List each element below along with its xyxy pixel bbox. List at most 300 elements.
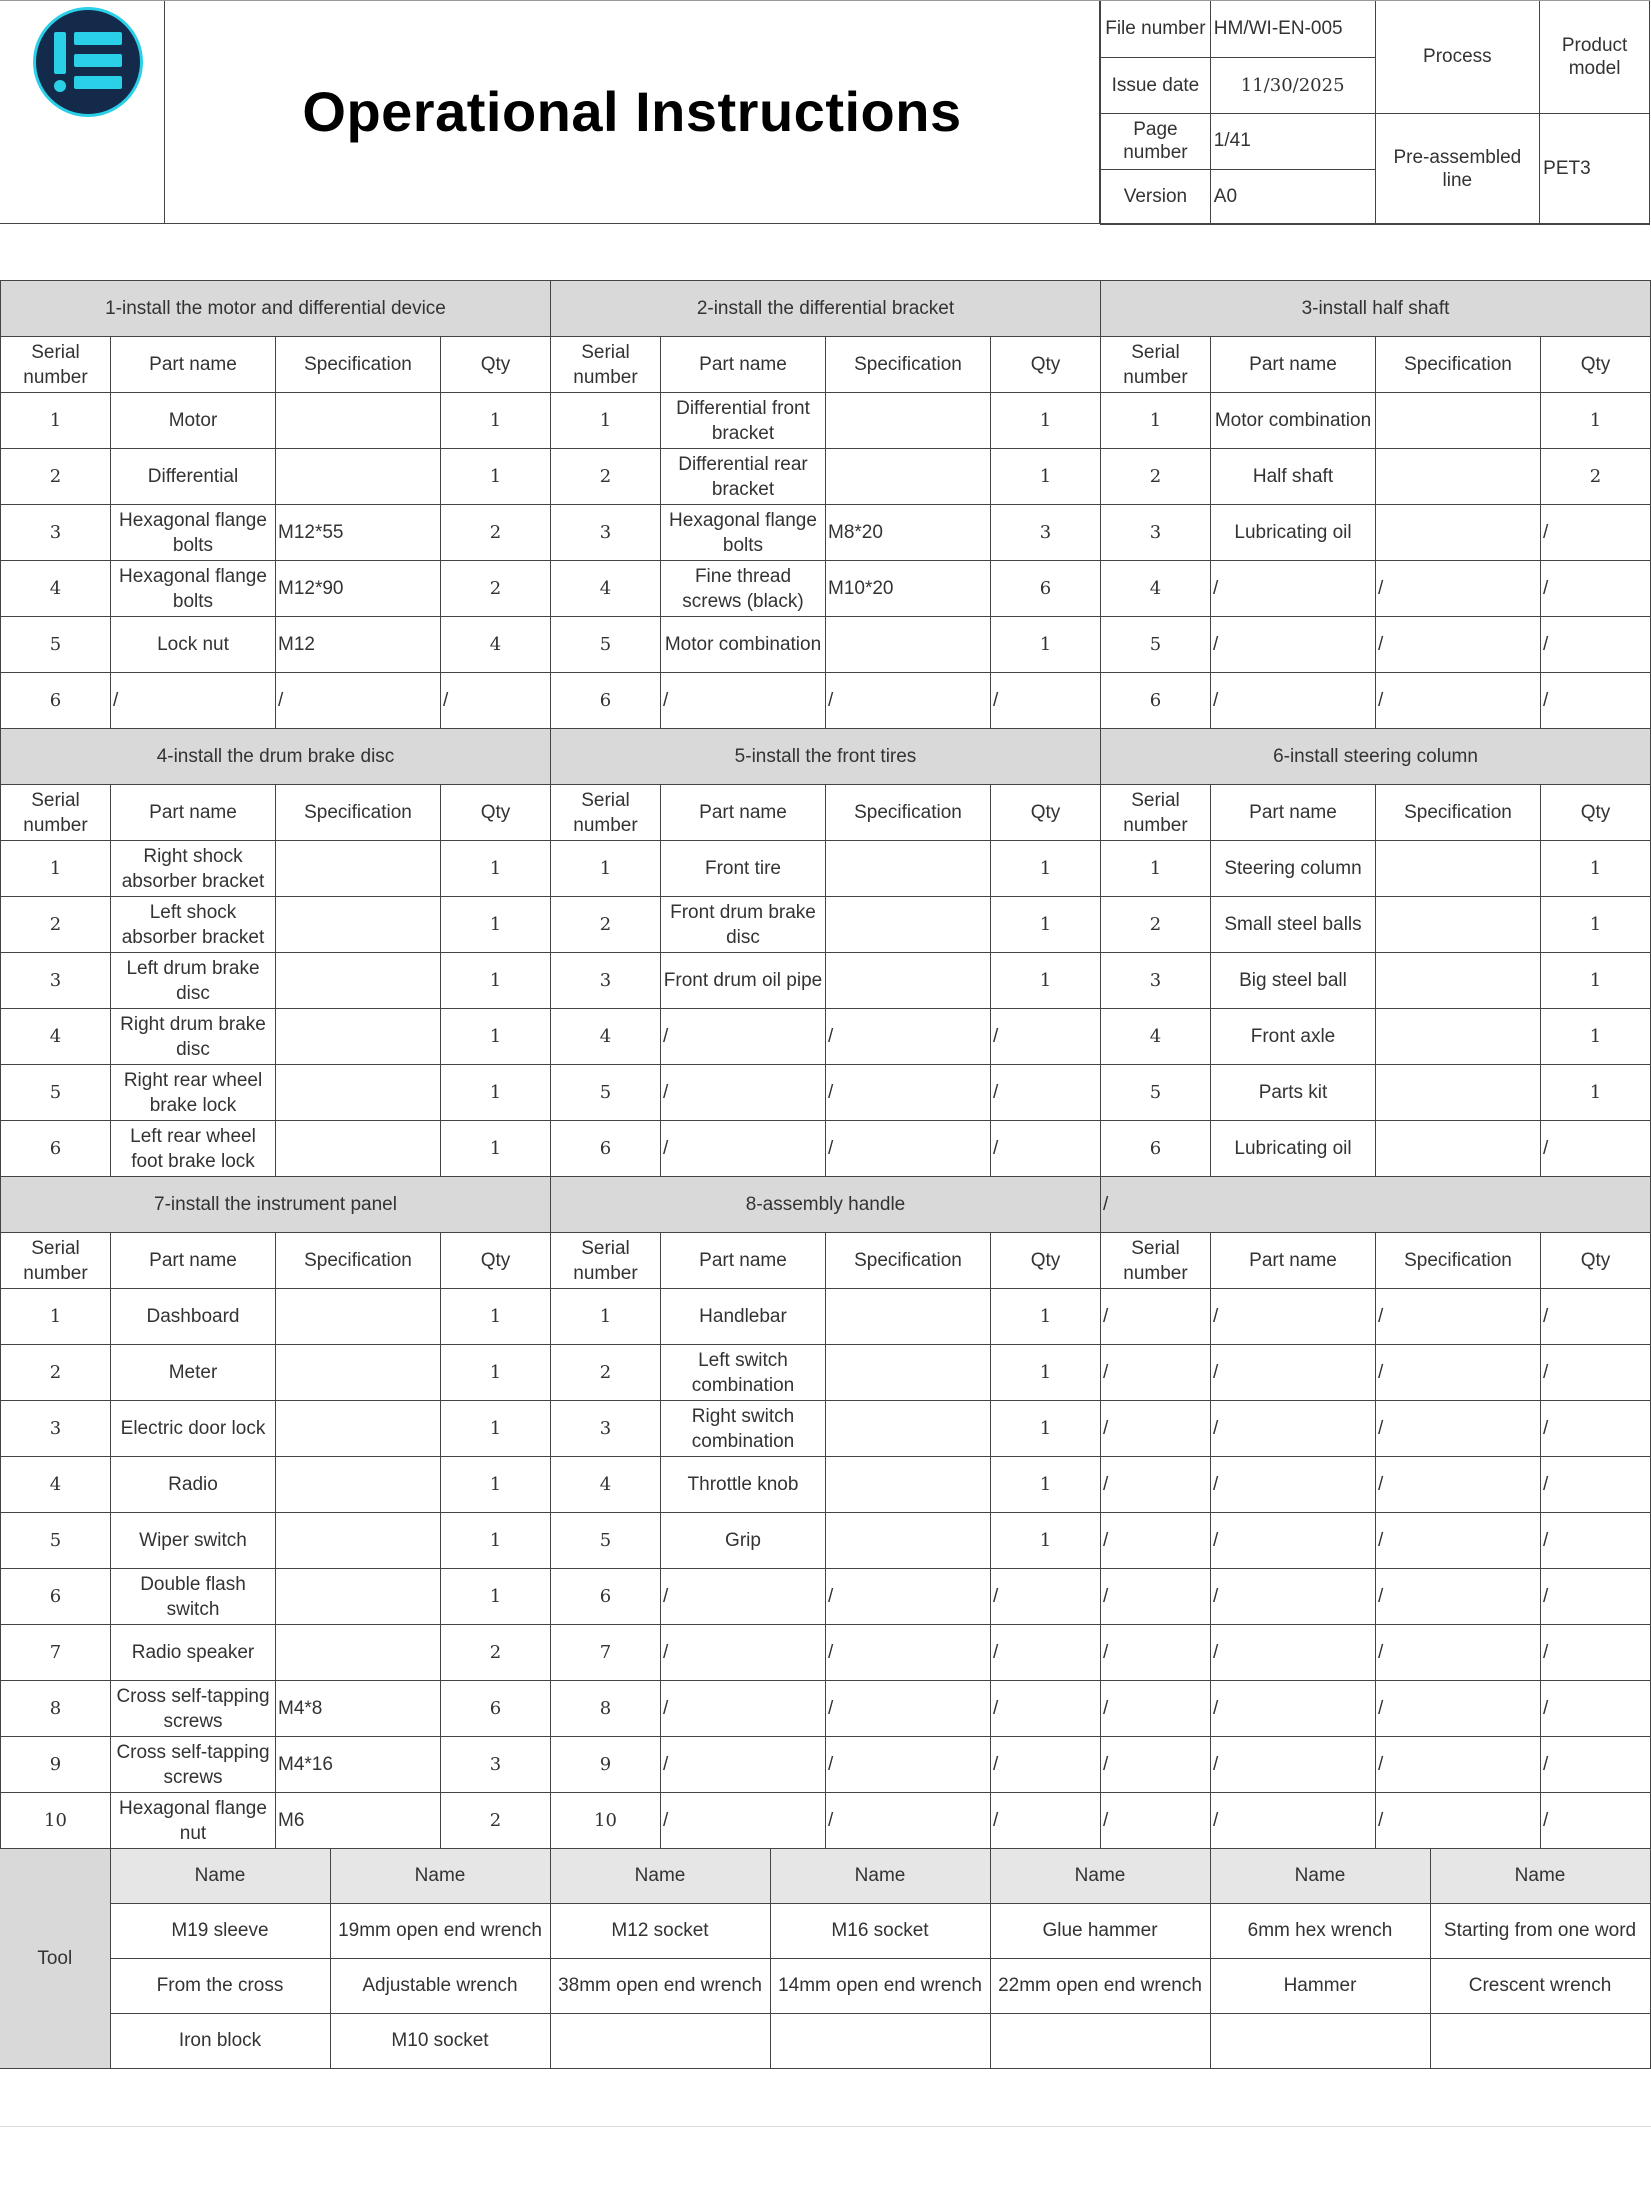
- specification-cell: [826, 617, 991, 673]
- specification-cell: [276, 393, 441, 449]
- serial-number-cell: /: [1101, 1401, 1211, 1457]
- serial-number-cell: 3: [1101, 505, 1211, 561]
- specification-cell: [276, 1513, 441, 1569]
- specification-cell: /: [1376, 673, 1541, 729]
- qty-cell: 1: [1541, 953, 1651, 1009]
- tool-cell: Glue hammer: [990, 1904, 1210, 1959]
- part-name-cell: Electric door lock: [111, 1401, 276, 1457]
- column-header-row: [1, 337, 1651, 393]
- qty-cell: /: [1541, 1121, 1651, 1177]
- qty-cell: 2: [441, 505, 551, 561]
- serial-number-cell: 6: [551, 673, 661, 729]
- qty-cell: 1: [991, 1289, 1101, 1345]
- qty-cell: 1: [1541, 1009, 1651, 1065]
- qty-cell: 2: [441, 561, 551, 617]
- table-row: [1, 1513, 1651, 1569]
- product-model-label: Product model: [1540, 1, 1650, 113]
- qty-header: Qty: [441, 785, 551, 841]
- table-row: [1, 561, 1651, 617]
- serial-number-cell: 1: [1, 393, 111, 449]
- page-number-label: Page number: [1101, 113, 1211, 169]
- specification-cell: [276, 1345, 441, 1401]
- section-title: 3-install half shaft: [1101, 281, 1651, 337]
- specification-cell: [826, 897, 991, 953]
- qty-cell: /: [991, 1737, 1101, 1793]
- file-number-value: HM/WI-EN-005: [1210, 1, 1375, 57]
- serial-number-cell: 4: [551, 561, 661, 617]
- specification-cell: /: [1376, 1625, 1541, 1681]
- serial-number-header: Serial number: [551, 1233, 661, 1289]
- part-name-cell: /: [1211, 1457, 1376, 1513]
- specification-cell: M12*90: [276, 561, 441, 617]
- specification-header: Specification: [826, 785, 991, 841]
- specification-cell: [1376, 505, 1541, 561]
- specification-cell: [826, 393, 991, 449]
- specification-cell: /: [826, 1793, 991, 1849]
- serial-number-cell: 2: [551, 449, 661, 505]
- qty-cell: /: [991, 1009, 1101, 1065]
- specification-header: Specification: [1376, 1233, 1541, 1289]
- qty-cell: /: [1541, 673, 1651, 729]
- serial-number-header: Serial number: [1, 1233, 111, 1289]
- specification-cell: [826, 953, 991, 1009]
- specification-cell: [276, 1401, 441, 1457]
- qty-cell: /: [991, 1569, 1101, 1625]
- part-name-header: Part name: [111, 337, 276, 393]
- serial-number-cell: 5: [1101, 1065, 1211, 1121]
- part-name-cell: Radio: [111, 1457, 276, 1513]
- specification-cell: [276, 1625, 441, 1681]
- table-row: [1, 505, 1651, 561]
- qty-cell: 1: [441, 1121, 551, 1177]
- specification-cell: M12*55: [276, 505, 441, 561]
- part-name-cell: /: [1211, 1569, 1376, 1625]
- table-row: [1, 393, 1651, 449]
- part-name-header: Part name: [661, 337, 826, 393]
- table-row: [1, 1457, 1651, 1513]
- part-name-cell: /: [661, 1009, 826, 1065]
- specification-cell: [276, 841, 441, 897]
- part-name-cell: /: [1211, 1289, 1376, 1345]
- specification-cell: [276, 1065, 441, 1121]
- qty-cell: /: [1541, 1345, 1651, 1401]
- tool-cell: Starting from one word: [1430, 1904, 1650, 1959]
- part-name-cell: Half shaft: [1211, 449, 1376, 505]
- file-number-label: File number: [1101, 1, 1211, 57]
- qty-cell: 1: [991, 1513, 1101, 1569]
- tools-row: [0, 2014, 1650, 2069]
- serial-number-cell: 2: [1, 1345, 111, 1401]
- part-name-cell: Motor: [111, 393, 276, 449]
- section-title-row: [1, 1177, 1651, 1233]
- part-name-cell: /: [1211, 1793, 1376, 1849]
- qty-cell: /: [1541, 1681, 1651, 1737]
- serial-number-header: Serial number: [1101, 1233, 1211, 1289]
- tool-cell: [550, 2014, 770, 2069]
- serial-number-cell: /: [1101, 1569, 1211, 1625]
- serial-number-cell: 1: [1101, 841, 1211, 897]
- part-name-cell: /: [1211, 561, 1376, 617]
- specification-cell: [1376, 449, 1541, 505]
- part-name-cell: Wiper switch: [111, 1513, 276, 1569]
- qty-cell: 2: [441, 1625, 551, 1681]
- section-title: 5-install the front tires: [551, 729, 1101, 785]
- tool-cell: M19 sleeve: [110, 1904, 330, 1959]
- qty-cell: 3: [991, 505, 1101, 561]
- qty-cell: /: [1541, 1569, 1651, 1625]
- qty-cell: 1: [441, 1009, 551, 1065]
- serial-number-cell: /: [1101, 1457, 1211, 1513]
- serial-number-cell: 4: [1, 1457, 111, 1513]
- serial-number-cell: 6: [1, 1569, 111, 1625]
- qty-cell: 1: [1541, 897, 1651, 953]
- serial-number-cell: 1: [551, 841, 661, 897]
- section-title: 2-install the differential bracket: [551, 281, 1101, 337]
- part-name-cell: /: [1211, 1513, 1376, 1569]
- tools-row: [0, 1959, 1650, 2014]
- specification-cell: /: [1376, 1681, 1541, 1737]
- table-row: [1, 449, 1651, 505]
- tools-table: [0, 1848, 1651, 2069]
- part-name-cell: Cross self-tapping screws: [111, 1737, 276, 1793]
- part-name-cell: /: [661, 1121, 826, 1177]
- specification-cell: /: [1376, 1345, 1541, 1401]
- serial-number-cell: 4: [551, 1457, 661, 1513]
- qty-cell: 1: [991, 617, 1101, 673]
- qty-cell: 1: [441, 1289, 551, 1345]
- specification-cell: /: [1376, 1793, 1541, 1849]
- part-name-cell: Front drum oil pipe: [661, 953, 826, 1009]
- qty-header: Qty: [1541, 1233, 1651, 1289]
- serial-number-header: Serial number: [551, 785, 661, 841]
- serial-number-cell: 7: [1, 1625, 111, 1681]
- qty-cell: 1: [441, 1513, 551, 1569]
- specification-header: Specification: [1376, 337, 1541, 393]
- serial-number-cell: 4: [551, 1009, 661, 1065]
- column-header-row: [1, 1233, 1651, 1289]
- part-name-cell: Small steel balls: [1211, 897, 1376, 953]
- serial-number-cell: 5: [551, 1513, 661, 1569]
- specification-cell: [1376, 897, 1541, 953]
- part-name-cell: Hexagonal flange nut: [111, 1793, 276, 1849]
- serial-number-cell: 9: [551, 1737, 661, 1793]
- tool-name-header: Name: [1210, 1849, 1430, 1904]
- document-meta-table: [1100, 1, 1650, 225]
- serial-number-cell: 4: [1101, 1009, 1211, 1065]
- specification-cell: M12: [276, 617, 441, 673]
- version-value: A0: [1210, 169, 1375, 224]
- part-name-cell: Grip: [661, 1513, 826, 1569]
- specification-header: Specification: [826, 337, 991, 393]
- specification-cell: /: [1376, 1457, 1541, 1513]
- part-name-cell: /: [1211, 1401, 1376, 1457]
- table-row: [1, 1793, 1651, 1849]
- qty-cell: /: [1541, 1737, 1651, 1793]
- part-name-cell: Dashboard: [111, 1289, 276, 1345]
- specification-cell: /: [826, 1065, 991, 1121]
- part-name-cell: Right rear wheel brake lock: [111, 1065, 276, 1121]
- part-name-cell: /: [661, 1065, 826, 1121]
- serial-number-cell: 3: [551, 505, 661, 561]
- table-row: [1, 1569, 1651, 1625]
- serial-number-cell: 1: [1, 841, 111, 897]
- qty-cell: 1: [991, 393, 1101, 449]
- qty-cell: 1: [441, 393, 551, 449]
- part-name-cell: Front tire: [661, 841, 826, 897]
- qty-cell: 1: [991, 1457, 1101, 1513]
- specification-cell: [276, 953, 441, 1009]
- page-number-value: 1/41: [1210, 113, 1375, 169]
- part-name-header: Part name: [111, 1233, 276, 1289]
- tool-name-header: Name: [330, 1849, 550, 1904]
- specification-cell: /: [1376, 617, 1541, 673]
- serial-number-cell: 1: [551, 1289, 661, 1345]
- serial-number-cell: 8: [1, 1681, 111, 1737]
- part-name-cell: Differential: [111, 449, 276, 505]
- part-name-cell: Differential front bracket: [661, 393, 826, 449]
- tool-cell: 14mm open end wrench: [770, 1959, 990, 2014]
- part-name-cell: Left switch combination: [661, 1345, 826, 1401]
- serial-number-cell: /: [1101, 1793, 1211, 1849]
- tool-label: Tool: [0, 1849, 110, 2069]
- qty-cell: /: [991, 1793, 1101, 1849]
- table-row: [1, 1681, 1651, 1737]
- serial-number-cell: 1: [1101, 393, 1211, 449]
- section-title: 1-install the motor and differential device: [1, 281, 551, 337]
- specification-cell: /: [826, 1681, 991, 1737]
- serial-number-cell: 3: [551, 953, 661, 1009]
- tool-cell: Hammer: [1210, 1959, 1430, 2014]
- tool-cell: 38mm open end wrench: [550, 1959, 770, 2014]
- specification-cell: M8*20: [826, 505, 991, 561]
- part-name-header: Part name: [1211, 1233, 1376, 1289]
- specification-cell: [1376, 953, 1541, 1009]
- specification-cell: [826, 1345, 991, 1401]
- specification-cell: /: [1376, 1513, 1541, 1569]
- qty-cell: 1: [441, 897, 551, 953]
- qty-cell: /: [991, 673, 1101, 729]
- part-name-cell: Cross self-tapping screws: [111, 1681, 276, 1737]
- qty-cell: 1: [441, 1457, 551, 1513]
- part-name-cell: Left drum brake disc: [111, 953, 276, 1009]
- part-name-cell: Hexagonal flange bolts: [111, 561, 276, 617]
- part-name-cell: /: [1211, 1737, 1376, 1793]
- table-row: [1, 673, 1651, 729]
- specification-cell: M4*16: [276, 1737, 441, 1793]
- qty-cell: /: [1541, 1513, 1651, 1569]
- specification-cell: /: [826, 1737, 991, 1793]
- specification-cell: /: [1376, 561, 1541, 617]
- tool-cell: From the cross: [110, 1959, 330, 2014]
- qty-cell: /: [991, 1625, 1101, 1681]
- table-row: [1, 1121, 1651, 1177]
- version-label: Version: [1101, 169, 1211, 224]
- serial-number-cell: 2: [1, 449, 111, 505]
- qty-cell: /: [1541, 1401, 1651, 1457]
- tool-cell: M12 socket: [550, 1904, 770, 1959]
- specification-cell: /: [1376, 1737, 1541, 1793]
- part-name-cell: /: [1211, 1681, 1376, 1737]
- serial-number-cell: /: [1101, 1681, 1211, 1737]
- qty-cell: /: [1541, 505, 1651, 561]
- qty-header: Qty: [441, 337, 551, 393]
- part-name-cell: /: [1211, 1625, 1376, 1681]
- specification-cell: [826, 1289, 991, 1345]
- qty-cell: 1: [991, 897, 1101, 953]
- part-name-cell: Right switch combination: [661, 1401, 826, 1457]
- serial-number-cell: /: [1101, 1345, 1211, 1401]
- specification-header: Specification: [276, 337, 441, 393]
- qty-cell: /: [1541, 1289, 1651, 1345]
- specification-cell: [276, 449, 441, 505]
- specification-cell: [276, 1569, 441, 1625]
- part-name-cell: Hexagonal flange bolts: [111, 505, 276, 561]
- qty-header: Qty: [991, 785, 1101, 841]
- serial-number-cell: 6: [551, 1569, 661, 1625]
- serial-number-cell: 4: [1, 561, 111, 617]
- qty-header: Qty: [991, 337, 1101, 393]
- tool-cell: [1210, 2014, 1430, 2069]
- specification-cell: /: [1376, 1289, 1541, 1345]
- specification-cell: [1376, 393, 1541, 449]
- serial-number-cell: 1: [1, 1289, 111, 1345]
- part-name-cell: Throttle knob: [661, 1457, 826, 1513]
- process-value: Pre-assembled line: [1375, 113, 1540, 224]
- part-name-cell: /: [111, 673, 276, 729]
- qty-cell: 1: [991, 953, 1101, 1009]
- footer-divider: [0, 2126, 1651, 2127]
- qty-cell: 1: [1541, 393, 1651, 449]
- serial-number-header: Serial number: [1, 337, 111, 393]
- qty-cell: /: [991, 1065, 1101, 1121]
- specification-header: Specification: [1376, 785, 1541, 841]
- specification-cell: /: [826, 1569, 991, 1625]
- tool-cell: Crescent wrench: [1430, 1959, 1650, 2014]
- serial-number-cell: 3: [1, 953, 111, 1009]
- table-row: [1, 953, 1651, 1009]
- table-row: [1, 1065, 1651, 1121]
- serial-number-cell: 3: [551, 1401, 661, 1457]
- tool-cell: Iron block: [110, 2014, 330, 2069]
- specification-cell: [826, 449, 991, 505]
- tool-cell: [1430, 2014, 1650, 2069]
- serial-number-cell: /: [1101, 1625, 1211, 1681]
- specification-cell: [826, 841, 991, 897]
- specification-cell: [1376, 841, 1541, 897]
- qty-cell: /: [1541, 1793, 1651, 1849]
- specification-cell: M6: [276, 1793, 441, 1849]
- logo-cell: [0, 1, 165, 224]
- part-name-header: Part name: [1211, 785, 1376, 841]
- qty-cell: /: [991, 1121, 1101, 1177]
- tool-cell: M16 socket: [770, 1904, 990, 1959]
- specification-header: Specification: [826, 1233, 991, 1289]
- serial-number-header: Serial number: [551, 337, 661, 393]
- part-name-cell: Front axle: [1211, 1009, 1376, 1065]
- table-row: [1, 1625, 1651, 1681]
- part-name-cell: /: [1211, 1345, 1376, 1401]
- tools-row: [0, 1904, 1650, 1959]
- part-name-cell: Radio speaker: [111, 1625, 276, 1681]
- serial-number-cell: 7: [551, 1625, 661, 1681]
- qty-cell: /: [1541, 1625, 1651, 1681]
- section-title: 6-install steering column: [1101, 729, 1651, 785]
- specification-cell: [1376, 1009, 1541, 1065]
- serial-number-cell: 6: [1, 1121, 111, 1177]
- parts-grid: [0, 280, 1651, 1849]
- part-name-cell: /: [661, 1793, 826, 1849]
- qty-cell: 1: [991, 449, 1101, 505]
- part-name-cell: Right drum brake disc: [111, 1009, 276, 1065]
- serial-number-cell: 6: [1101, 673, 1211, 729]
- serial-number-cell: 5: [551, 617, 661, 673]
- part-name-header: Part name: [111, 785, 276, 841]
- serial-number-cell: 2: [551, 897, 661, 953]
- serial-number-cell: 2: [1, 897, 111, 953]
- serial-number-cell: 2: [1101, 897, 1211, 953]
- section-title-row: [1, 281, 1651, 337]
- part-name-cell: /: [661, 1681, 826, 1737]
- specification-cell: /: [276, 673, 441, 729]
- serial-number-cell: /: [1101, 1737, 1211, 1793]
- specification-cell: /: [1376, 1569, 1541, 1625]
- part-name-cell: Steering column: [1211, 841, 1376, 897]
- section-title: 4-install the drum brake disc: [1, 729, 551, 785]
- specification-header: Specification: [276, 1233, 441, 1289]
- serial-number-header: Serial number: [1101, 785, 1211, 841]
- tool-name-header: Name: [1430, 1849, 1650, 1904]
- section-title: /: [1101, 1177, 1651, 1233]
- part-name-cell: Motor combination: [661, 617, 826, 673]
- tool-cell: [770, 2014, 990, 2069]
- tool-name-header: Name: [770, 1849, 990, 1904]
- specification-cell: /: [826, 1009, 991, 1065]
- specification-cell: /: [826, 1121, 991, 1177]
- qty-cell: 3: [441, 1737, 551, 1793]
- qty-cell: 1: [1541, 841, 1651, 897]
- specification-cell: M10*20: [826, 561, 991, 617]
- qty-header: Qty: [441, 1233, 551, 1289]
- part-name-cell: Double flash switch: [111, 1569, 276, 1625]
- qty-cell: 1: [441, 953, 551, 1009]
- part-name-header: Part name: [661, 785, 826, 841]
- serial-number-cell: 2: [551, 1345, 661, 1401]
- specification-cell: [826, 1513, 991, 1569]
- part-name-cell: Differential rear bracket: [661, 449, 826, 505]
- qty-cell: /: [1541, 617, 1651, 673]
- qty-cell: /: [991, 1681, 1101, 1737]
- page-title: Operational Instructions: [302, 80, 962, 143]
- specification-cell: [826, 1457, 991, 1513]
- qty-cell: 2: [441, 1793, 551, 1849]
- issue-date-label: Issue date: [1101, 57, 1211, 113]
- serial-number-cell: 3: [1101, 953, 1211, 1009]
- serial-number-cell: 5: [1, 617, 111, 673]
- tool-cell: Adjustable wrench: [330, 1959, 550, 2014]
- qty-cell: 1: [441, 841, 551, 897]
- document-header: [0, 0, 1650, 224]
- qty-header: Qty: [991, 1233, 1101, 1289]
- title-cell: [165, 1, 1100, 224]
- part-name-cell: Fine thread screws (black): [661, 561, 826, 617]
- qty-cell: 1: [441, 1569, 551, 1625]
- serial-number-cell: 10: [1, 1793, 111, 1849]
- column-header-row: [1, 785, 1651, 841]
- part-name-cell: Front drum brake disc: [661, 897, 826, 953]
- part-name-cell: /: [661, 1569, 826, 1625]
- specification-cell: /: [1376, 1401, 1541, 1457]
- part-name-cell: Left rear wheel foot brake lock: [111, 1121, 276, 1177]
